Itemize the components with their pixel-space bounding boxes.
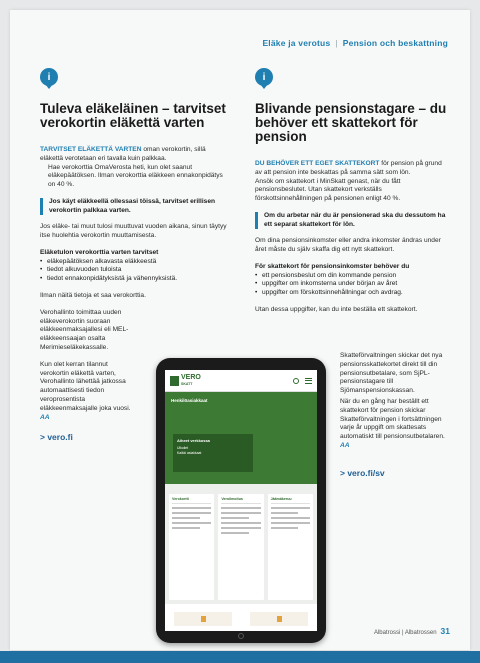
vero-footer-links — [165, 604, 317, 626]
sv-list-title: För skattekort för pensionsinkomster behöver du — [255, 262, 410, 270]
list-item: • tiedot ennakonpidätyksistä ja vähennyksistä. — [40, 275, 230, 284]
info-icon: i — [255, 68, 273, 86]
sv-paragraph: När du en gång har beställt ett skattekort för pension skickar Skatteförvaltningen i fortsättningen varje år uppgift om skattesats automatiskt till pensionsutbetalaren. AA — [340, 398, 445, 449]
tablet-screen — [165, 370, 317, 631]
list-item: • uppgifter om inkomsterna under början av året — [255, 280, 450, 289]
fi-paragraph: Verohallinto toimittaa uuden eläkeverokortin suoraan eläkkeenmaksajallesi eli MEL-eläkkeensaajan osalta Merimieseläkekassalle. — [40, 308, 129, 351]
fi-paragraph: Hae verokorttia OmaVerosta heti, kun olet saanut eläkepäätöksen. Ilman verokorttia eläkkeen ennakonpidätys on 40 %. — [48, 163, 223, 189]
fi-callout: Jos käyt eläkkeellä ollessasi töissä, tarvitset erillisen verokortin palkkaa varten. — [40, 198, 230, 215]
vero-cards — [165, 484, 317, 604]
list-item: • tiedot alkuvuoden tuloista — [40, 266, 230, 275]
sv-lead: DU BEHÖVER ETT EGET SKATTEKORT för pension på grund av att pension inte beskattas på samma sätt som lön. — [255, 160, 442, 176]
bottom-stripe — [0, 651, 480, 663]
menu-icon — [305, 378, 312, 384]
magazine-page — [10, 10, 470, 650]
section-header-sv: Pension och beskattning — [342, 38, 448, 48]
page-number: 31 — [440, 626, 450, 636]
vero-hero: Henkilöasiakkaat Aiheet verkkossa Ulkoilet Kaikki asiakkaat — [165, 392, 317, 484]
sv-paragraph: Om dina pensionsinkomster eller andra inkomster ändras under året måste du själv skaffa dig ett nytt skattekort. — [255, 237, 441, 253]
fi-paragraph: Kun olet kerran tilannut verokortin eläkettä varten, Verohallinto lähettää jatkossa automaattisesti tiedon veroprosentista eläkkeenmaksajalle joka vuosi. AA — [40, 360, 131, 421]
list-item: • eläkepäätöksen alkavasta eläkkeestä — [40, 258, 230, 267]
vero-header — [165, 370, 317, 392]
sv-callout: Om du arbetar när du är pensionerad ska du dessutom ha ett separat skattekort för lön. — [255, 212, 450, 229]
user-icon — [293, 378, 299, 384]
vero-card: Verokortti — [169, 494, 214, 600]
signature-mark: AA — [40, 413, 50, 421]
sv-paragraph: Utan dessa uppgifter, kan du inte beställa ett skattekort. — [255, 305, 418, 313]
vero-card: Jäämäkeruu — [268, 494, 313, 600]
info-icon: i — [40, 68, 58, 86]
tool-icon — [201, 616, 206, 622]
signature-mark: AA — [340, 441, 350, 449]
tablet-illustration — [156, 358, 326, 643]
vero-fi-sv-link[interactable]: > vero.fi/sv — [340, 468, 385, 478]
fi-lead: TARVITSET ELÄKETTÄ VARTEN oman verokortin, sillä eläkettä verotetaan eri tavalla kuin palkkaa. — [40, 146, 206, 162]
section-header-separator: | — [335, 38, 338, 48]
fi-title: Tuleva eläkeläinen – tarvitset verokortin eläkettä varten — [40, 101, 226, 130]
sv-paragraph: Skatteförvaltningen skickar det nya pensionsskattekortet direkt till din pensionsutbetalare, som SjPL-pensionstagare till Sjömanspensionskassan. — [340, 352, 443, 395]
fi-list — [40, 258, 230, 284]
fi-paragraph: Ilman näitä tietoja et saa verokorttia. — [40, 291, 146, 299]
vero-card: Veroilmoitus — [218, 494, 263, 600]
section-header-fi: Eläke ja verotus — [262, 38, 331, 48]
document-icon — [277, 616, 282, 622]
home-button-icon — [238, 633, 244, 639]
sv-title: Blivande pensionstagare – du behöver ett skattekort för pension — [255, 101, 447, 144]
section-header — [262, 38, 448, 48]
fi-paragraph: Jos eläke- tai muut tulosi muuttuvat vuoden aikana, sinun täytyy itse huolehtia verokortin muuttamisesta. — [40, 223, 227, 239]
list-item: • ett pensionsbeslut om din kommande pension — [255, 272, 450, 281]
fi-list-title: Eläketulon verokorttia varten tarvitset — [40, 248, 159, 256]
sv-list — [255, 272, 450, 298]
publication-name: Albatrossi | Albatrossen — [373, 630, 437, 636]
vero-logo: VERO SKATT — [170, 375, 201, 387]
list-item: • uppgifter om förskottsinnehållningar och avdrag. — [255, 289, 450, 298]
vero-fi-link[interactable]: > vero.fi — [40, 432, 73, 443]
swedish-column — [255, 68, 450, 315]
page-footer — [374, 626, 450, 636]
sv-paragraph: Ansök om skattekort i MinSkatt genast, när du fått pensionsbeslutet. Utan skattekort verkställs förskottsinnehållningen på pensionen enligt 40 %. — [255, 177, 401, 203]
hero-box: Aiheet verkkossa Ulkoilet Kaikki asiakkaat — [173, 434, 253, 472]
